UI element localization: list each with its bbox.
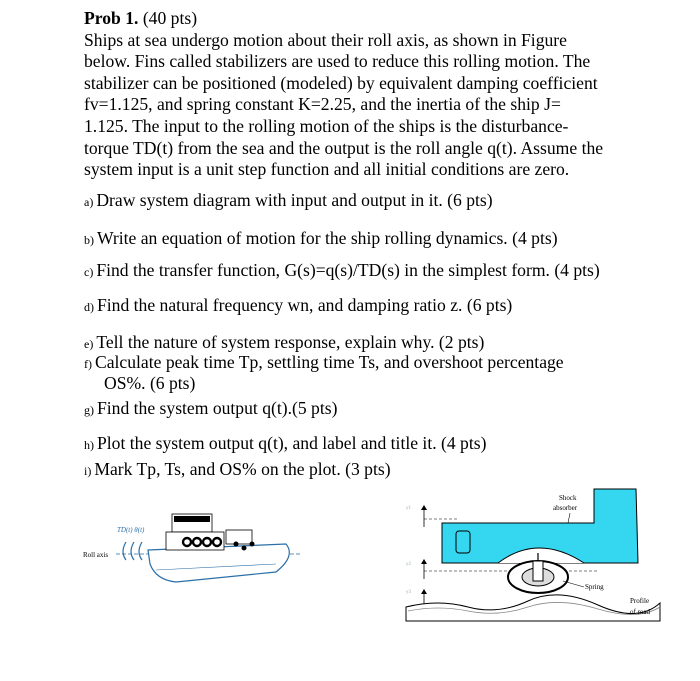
intro-line-4: fv=1.125, and spring constant K=2.25, and the inertia of the ship J= (84, 94, 561, 115)
item-g-text: Find the system output q(t).(5 pts) (97, 398, 338, 418)
suspension-figure (398, 483, 668, 623)
y1-arrowhead-icon (421, 505, 427, 510)
item-a-text: Draw system diagram with input and output in it. (6 pts) (96, 190, 493, 210)
item-f-label: f) (84, 357, 92, 371)
item-f-text: Calculate peak time Tp, settling time Ts, and overshoot percentage (95, 352, 564, 372)
roll-arrow-1-icon (123, 542, 126, 560)
item-h (84, 433, 486, 457)
item-g-label: g) (84, 403, 94, 417)
shock-absorber-icon (533, 561, 543, 581)
item-e-text: Tell the nature of system response, explain why. (2 pts) (96, 332, 485, 352)
intro-line-7: system input is a unit step function and all initial conditions are zero. (84, 159, 570, 180)
y2-label: y2 (406, 562, 411, 567)
intro-line-2: below. Fins called stabilizers are used to reduce this rolling motion. The (84, 51, 591, 72)
item-b-label: b) (84, 233, 94, 247)
y2-arrowhead-icon (421, 559, 427, 564)
item-f-continuation: OS%. (6 pts) (104, 373, 196, 393)
car-door-handle (456, 531, 470, 553)
item-e-label: e) (84, 337, 94, 351)
item-h-label: h) (84, 438, 94, 452)
cabin-windows (174, 516, 210, 522)
roll-axis-label: Roll axis (83, 551, 109, 559)
item-d-label: d) (84, 300, 94, 314)
intro-line-5: 1.125. The input to the rolling motion of the ships is the disturbance- (84, 115, 569, 136)
y3-label: y3 (406, 590, 411, 595)
problem-points: (40 pts) (142, 8, 198, 28)
problem-text (84, 8, 684, 181)
item-g (84, 398, 337, 422)
y3-arrowhead-icon (421, 589, 427, 594)
item-b (84, 228, 558, 252)
item-c-text: Find the transfer function, G(s)=q(s)/TD(s) in the simplest form. (4 pts) (96, 260, 600, 280)
item-a (84, 190, 493, 214)
deckhouse (226, 530, 252, 544)
roll-arrow-3-icon (139, 542, 142, 560)
ship-figure (76, 500, 306, 595)
profile-label-2: of road (630, 608, 651, 616)
superstructure (166, 532, 224, 550)
item-i-text: Mark Tp, Ts, and OS% on the plot. (3 pts) (94, 459, 391, 479)
item-c-label: c) (84, 265, 94, 279)
item-b-text: Write an equation of motion for the ship rolling dynamics. (4 pts) (97, 228, 558, 248)
item-a-label: a) (84, 195, 94, 209)
intro-line-3: stabilizer can be positioned (modeled) by equivalent damping coefficient (84, 72, 598, 93)
item-h-text: Plot the system output q(t), and label and title it. (4 pts) (97, 433, 487, 453)
item-i (84, 459, 391, 483)
item-c (84, 260, 600, 284)
porthole-3-icon (250, 542, 255, 547)
shock-label-2: absorber (553, 504, 578, 512)
torque-label: TD(t) θ(t) (117, 526, 145, 534)
item-d-text: Find the natural frequency wn, and damping ratio z. (6 pts) (97, 295, 513, 315)
y1-label: y1 (406, 506, 411, 511)
spring-label: Spring (585, 583, 604, 591)
porthole-1-icon (234, 542, 239, 547)
item-i-label: i) (84, 464, 92, 478)
intro-line-1: Ships at sea undergo motion about their roll axis, as shown in Figure (84, 29, 567, 50)
porthole-2-icon (242, 546, 247, 551)
problem-title-text: Prob 1. (84, 8, 139, 28)
profile-label-1: Profile (630, 597, 650, 605)
shock-label-1: Shock (559, 494, 577, 502)
problem-title (84, 8, 684, 30)
intro-line-6: torque TD(t) from the sea and the output is the roll angle q(t). Assume the (84, 137, 604, 158)
item-d (84, 295, 512, 319)
shock-pointer (568, 513, 570, 523)
roll-arrow-2-icon (131, 542, 134, 560)
